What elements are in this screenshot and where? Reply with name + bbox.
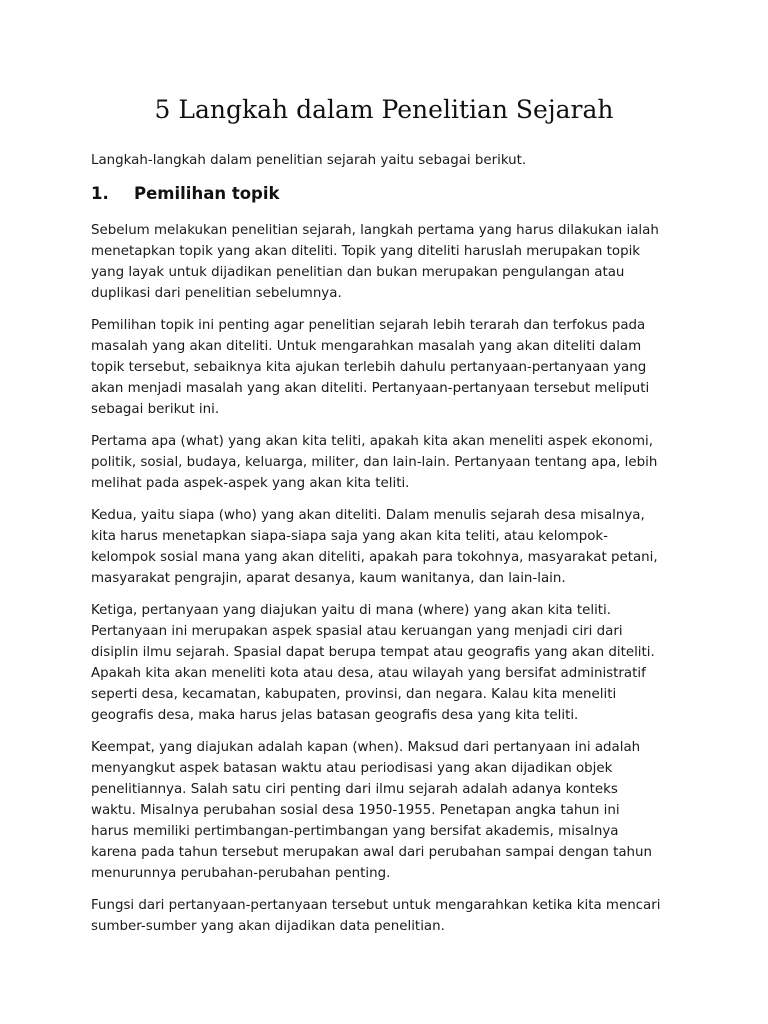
- paragraph-line: Pertama apa (what) yang akan kita teliti, apakah kita akan meneliti aspek ekonomi,: [91, 434, 653, 449]
- paragraph-line: menurunnya perubahan-perubahan penting.: [91, 866, 391, 881]
- paragraph-line: melihat pada aspek-aspek yang akan kita teliti.: [91, 476, 410, 491]
- paragraph-line: sumber-sumber yang akan dijadikan data penelitian.: [91, 919, 445, 934]
- paragraph-line: harus memiliki pertimbangan-pertimbangan yang bersifat akademis, misalnya: [91, 824, 619, 839]
- paragraph: [91, 737, 691, 884]
- paragraph-line: seperti desa, kecamatan, kabupaten, provinsi, dan negara. Kalau kita meneliti: [91, 687, 617, 702]
- section-body: [91, 220, 691, 948]
- paragraph-line: Keempat, yang diajukan adalah kapan (when). Maksud dari pertanyaan ini adalah: [91, 740, 641, 755]
- paragraph-line: disiplin ilmu sejarah. Spasial dapat berupa tempat atau geografis yang akan diteliti.: [91, 645, 655, 660]
- paragraph: [91, 220, 691, 304]
- section-title: Pemilihan topik: [134, 184, 280, 203]
- paragraph: [91, 600, 691, 726]
- paragraph-line: Apakah kita akan meneliti kota atau desa, atau wilayah yang bersifat administratif: [91, 666, 646, 681]
- paragraph: [91, 895, 691, 937]
- paragraph-line: Pertanyaan ini merupakan aspek spasial atau keruangan yang menjadi ciri dari: [91, 624, 623, 639]
- paragraph-line: menetapkan topik yang akan diteliti. Topik yang diteliti haruslah merupakan topik: [91, 244, 641, 259]
- paragraph-line: penelitiannya. Salah satu ciri penting dari ilmu sejarah adalah adanya konteks: [91, 782, 618, 797]
- paragraph-line: akan menjadi masalah yang akan diteliti. Pertanyaan-pertanyaan tersebut meliputi: [91, 381, 650, 396]
- paragraph: [91, 315, 691, 420]
- paragraph-line: karena pada tahun tersebut merupakan awal dari perubahan sampai dengan tahun: [91, 845, 653, 860]
- paragraph-line: duplikasi dari penelitian sebelumnya.: [91, 286, 342, 301]
- paragraph-line: topik tersebut, sebaiknya kita ajukan terlebih dahulu pertanyaan-pertanyaan yang: [91, 360, 647, 375]
- paragraph-line: masalah yang akan diteliti. Untuk mengarahkan masalah yang akan diteliti dalam: [91, 339, 642, 354]
- section-heading: [91, 182, 279, 206]
- paragraph-line: waktu. Misalnya perubahan sosial desa 1950-1955. Penetapan angka tahun ini: [91, 803, 620, 818]
- paragraph-line: menyangkut aspek batasan waktu atau periodisasi yang akan dijadikan objek: [91, 761, 613, 776]
- paragraph-line: Pemilihan topik ini penting agar penelitian sejarah lebih terarah dan terfokus pada: [91, 318, 646, 333]
- paragraph: [91, 505, 691, 589]
- paragraph-line: Ketiga, pertanyaan yang diajukan yaitu di mana (where) yang akan kita teliti.: [91, 603, 612, 618]
- paragraph-line: Kedua, yaitu siapa (who) yang akan diteliti. Dalam menulis sejarah desa misalnya,: [91, 508, 645, 523]
- paragraph-line: geografis desa, maka harus jelas batasan geografis desa yang kita teliti.: [91, 708, 579, 723]
- paragraph-line: politik, sosial, budaya, keluarga, militer, dan lain-lain. Pertanyaan tentang apa, lebih: [91, 455, 658, 470]
- paragraph-line: kita harus menetapkan siapa-siapa saja yang akan kita teliti, atau kelompok-: [91, 529, 609, 544]
- document-title: 5 Langkah dalam Penelitian Sejarah: [154, 95, 614, 124]
- paragraph-line: yang layak untuk dijadikan penelitian dan bukan merupakan pengulangan atau: [91, 265, 625, 280]
- paragraph-line: masyarakat pengrajin, aparat desanya, kaum wanitanya, dan lain-lain.: [91, 571, 566, 586]
- paragraph-line: kelompok sosial mana yang akan diteliti, apakah para tokohnya, masyarakat petani,: [91, 550, 658, 565]
- paragraph-line: Fungsi dari pertanyaan-pertanyaan tersebut untuk mengarahkan ketika kita mencari: [91, 898, 661, 913]
- intro-text: Langkah-langkah dalam penelitian sejarah yaitu sebagai berikut.: [91, 153, 527, 168]
- paragraph-line: Sebelum melakukan penelitian sejarah, langkah pertama yang harus dilakukan ialah: [91, 223, 659, 238]
- section-number: 1.: [91, 184, 109, 203]
- paragraph: [91, 431, 691, 494]
- paragraph-line: sebagai berikut ini.: [91, 402, 220, 417]
